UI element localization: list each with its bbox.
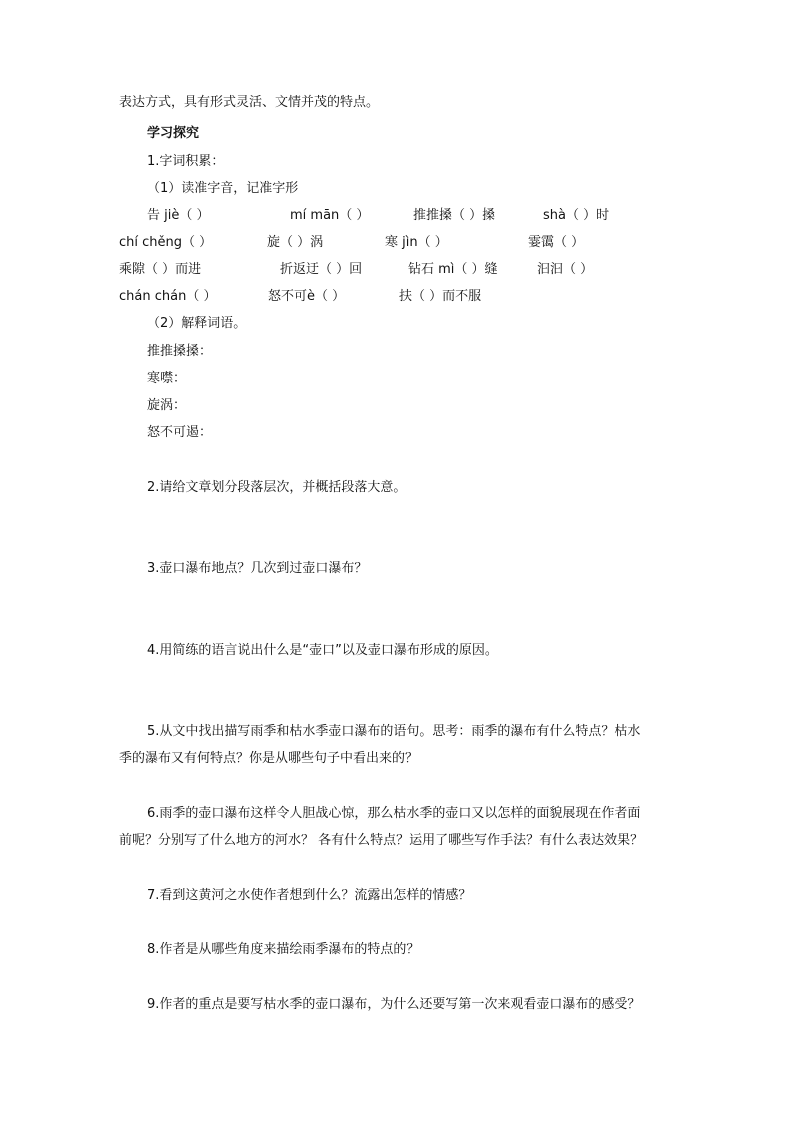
word-item: 告 jiè（ ） [147, 208, 210, 223]
question-6-line-2: 前呢？分别写了什么地方的河水？ 各有什么特点？运用了哪些写作手法？有什么表达效果？ [119, 833, 644, 848]
word-row-3 [0, 262, 794, 278]
word-item: 折返迂（ ）回 [280, 262, 363, 277]
question-3: 3.壶口瀑布地点？几次到过壶口瀑布？ [147, 561, 368, 576]
q1-sub1: （1）读准字音，记准字形 [147, 181, 299, 196]
question-7: 7.看到这黄河之水使作者想到什么？流露出怎样的情感？ [147, 888, 472, 903]
question-2: 2.请给文章划分段落层次，并概括段落大意。 [147, 480, 407, 495]
section-heading: 学习探究 [147, 126, 200, 141]
term-line: 怒不可遏： [147, 425, 213, 440]
q1-title: 1.字词积累： [147, 154, 225, 169]
word-item: 寒 jìn（ ） [385, 235, 448, 250]
question-6-line-1: 6.雨季的壶口瀑布这样令人胆战心惊，那么枯水季的壶口又以怎样的面貌展现在作者面 [147, 806, 641, 821]
term-line: 旋涡： [147, 398, 187, 413]
question-8: 8.作者是从哪些角度来描绘雨季瀑布的特点的？ [147, 942, 420, 957]
word-row-4 [0, 289, 794, 305]
word-item: 推推搡（ ）搡 [413, 208, 496, 223]
term-line: 寒噤： [147, 371, 187, 386]
word-item: 钻石 mì（ ）缝 [408, 262, 498, 277]
word-item: shà（ ）时 [543, 208, 610, 223]
word-row-2 [0, 235, 794, 251]
word-item: 霎霭（ ） [528, 235, 585, 250]
word-item: 旋（ ）涡 [267, 235, 324, 250]
intro-line: 表达方式，具有形式灵活、文情并茂的特点。 [119, 95, 380, 110]
question-4: 4.用简练的语言说出什么是“壶口”以及壶口瀑布形成的原因。 [147, 643, 498, 658]
word-item: 怒不可è（ ） [268, 289, 346, 304]
question-5-line-2: 季的瀑布又有何特点？你是从哪些句子中看出来的？ [119, 751, 419, 766]
word-item: 汩汩（ ） [537, 262, 594, 277]
word-item: 乘隙（ ）而进 [119, 262, 202, 277]
q1-sub2: （2）解释词语。 [147, 316, 247, 331]
term-line: 推推搡搡： [147, 344, 213, 359]
word-item: chí chěng（ ） [119, 235, 213, 250]
word-row-1 [0, 208, 794, 224]
word-item: chán chán（ ） [119, 289, 217, 304]
word-item: mí mān（ ） [290, 208, 370, 223]
question-5-line-1: 5.从文中找出描写雨季和枯水季壶口瀑布的语句。思考：雨季的瀑布有什么特点？枯水 [147, 724, 641, 739]
question-9: 9.作者的重点是要写枯水季的壶口瀑布，为什么还要写第一次来观看壶口瀑布的感受？ [147, 997, 641, 1012]
word-item: 扶（ ）而不服 [399, 289, 482, 304]
